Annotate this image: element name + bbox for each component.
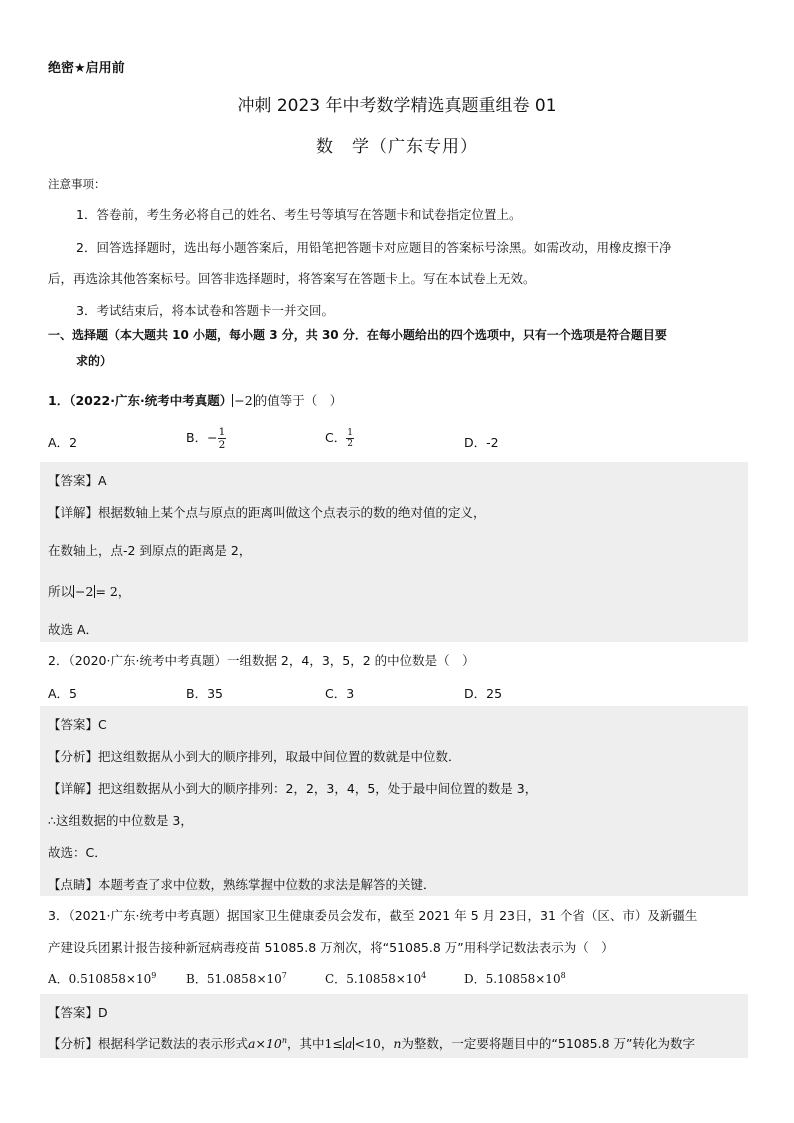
question-2-comment: 【点睛】本题考查了求中位数，熟练掌握中位数的求法是解答的关键．	[48, 877, 436, 892]
question-3-stem-line-1: 3．（2021·广东·统考中考真题）据国家卫生健康委员会发布，截至 2021 年 5 月 23日，31 个省（区、市）及新疆生	[48, 908, 698, 923]
question-1-suffix: 的值等于（ ）	[254, 393, 343, 408]
question-3-option-a	[48, 970, 156, 987]
question-2-analysis: 【分析】把这组数据从小到大的顺序排列，取最中间位置的数就是中位数．	[48, 749, 461, 764]
question-1-option-b	[186, 426, 226, 451]
exponent: 9	[151, 971, 157, 980]
text: 【分析】根据科学记数法的表示形式	[48, 1036, 249, 1051]
denominator: 2	[347, 439, 353, 449]
exam-title: 冲刺 2023 年中考数学精选真题重组卷 01	[237, 96, 557, 116]
question-3-option-b	[186, 970, 287, 987]
question-1-detail-line-3	[48, 582, 130, 600]
abs-value: a	[344, 1036, 353, 1051]
question-1-answer: 【答案】A	[48, 473, 107, 488]
question-1-option-a	[48, 433, 77, 451]
option-value: 51.0858×10	[206, 972, 282, 986]
exponent: n	[281, 1036, 288, 1045]
option-label: A．	[48, 972, 69, 986]
question-2-option-d: D．25	[464, 686, 503, 701]
text: 所以	[48, 584, 74, 599]
numerator: 1	[218, 426, 226, 438]
note-item-2-line-2: 后，再选涂其他答案标号。回答非选择题时，将答案写在答题卡上。写在本试卷上无效。	[48, 271, 536, 286]
option-value: 0.510858×10	[68, 972, 152, 986]
question-3-option-d	[464, 970, 566, 987]
question-2-option-b: B．35	[186, 686, 223, 701]
question-2-option-a: A．5	[48, 686, 78, 701]
exponent: 4	[421, 971, 427, 980]
question-1-option-d	[464, 433, 499, 451]
question-3-analysis	[48, 1034, 695, 1052]
note-item-1: 1．答卷前，考生务必将自己的姓名、考生号等填写在答题卡和试卷指定位置上。	[76, 207, 522, 222]
formula: 1≤	[324, 1036, 343, 1051]
secret-label: 绝密★启用前	[48, 61, 125, 76]
option-label: C．	[325, 430, 347, 445]
option-value: 2	[69, 435, 78, 450]
question-3-answer: 【答案】D	[48, 1005, 108, 1020]
question-3-stem-line-2: 产建设兵团累计报告接种新冠病毒疫苗 51085.8 万剂次，将“51085.8 万”用科学记数法表示为（ ）	[48, 940, 614, 955]
text: 为整数，一定要将题目中的“51085.8 万”转化为数字	[401, 1036, 696, 1051]
question-1-prefix: 1．（2022·广东·统考中考真题）	[48, 393, 233, 408]
text: ，	[380, 1036, 394, 1051]
question-1-option-c	[325, 428, 354, 449]
note-item-3: 3．考试结束后，将本试卷和答题卡一并交回。	[76, 303, 334, 318]
option-label: B．	[186, 972, 207, 986]
question-3-option-c	[325, 970, 426, 987]
option-label: D．	[464, 435, 487, 450]
question-2-stem: 2．（2020·广东·统考中考真题）一组数据 2，4，3，5，2 的中位数是（ ）	[48, 653, 475, 668]
text: = 2，	[95, 584, 131, 599]
minus-sign: −	[207, 430, 218, 445]
formula: a×10	[248, 1036, 282, 1051]
question-2-detail: 【详解】把这组数据从小到大的顺序排列：2，2，3，4，5，处于最中间位置的数是 3，	[48, 781, 538, 796]
section-heading-line-2: 求的）	[76, 354, 113, 368]
option-label: B．	[186, 430, 208, 445]
formula: <10	[354, 1036, 381, 1051]
question-1-detail-line-2: 在数轴上，点-2 到原点的距离是 2，	[48, 543, 252, 558]
option-label: D．	[464, 972, 486, 986]
option-label: C．	[325, 972, 347, 986]
variable: n	[393, 1036, 402, 1051]
section-heading-line-1: 一、选择题（本大题共 10 小题，每小题 3 分，共 30 分．在每小题给出的四个选项中，只有一个选项是符合题目要	[48, 328, 667, 342]
exponent: 7	[281, 971, 287, 980]
question-1-detail: 【详解】根据数轴上某个点与原点的距离叫做这个点表示的数的绝对值的定义，	[48, 505, 486, 520]
notes-heading: 注意事项：	[48, 177, 106, 191]
abs-value: −2	[75, 584, 94, 599]
option-label: A．	[48, 435, 70, 450]
question-1-conclusion: 故选 A．	[48, 622, 99, 637]
text: ，其中	[287, 1036, 325, 1051]
question-1-abs-value: −2	[234, 393, 253, 408]
option-value: -2	[486, 435, 499, 450]
fraction	[346, 428, 354, 449]
question-2-answer: 【答案】C	[48, 717, 107, 732]
question-2-conclusion: 故选：C．	[48, 845, 107, 860]
note-item-2-line-1: 2．回答选择题时，选出每小题答案后，用铅笔把答题卡对应题目的答案标号涂黑。如需改动，用橡皮擦干净	[76, 240, 672, 255]
question-2-solution-block	[40, 706, 748, 896]
exam-subtitle: 数 学（广东专用）	[316, 137, 478, 157]
numerator: 1	[347, 428, 353, 438]
question-2-detail-line-2: ∴这组数据的中位数是 3，	[48, 813, 193, 828]
fraction	[218, 426, 227, 451]
question-2-option-c: C．3	[325, 686, 355, 701]
option-value: 5.10858×10	[346, 972, 422, 986]
denominator: 2	[218, 439, 226, 451]
exponent: 8	[560, 971, 566, 980]
option-value: 5.10858×10	[485, 972, 561, 986]
question-1-stem	[48, 391, 342, 409]
